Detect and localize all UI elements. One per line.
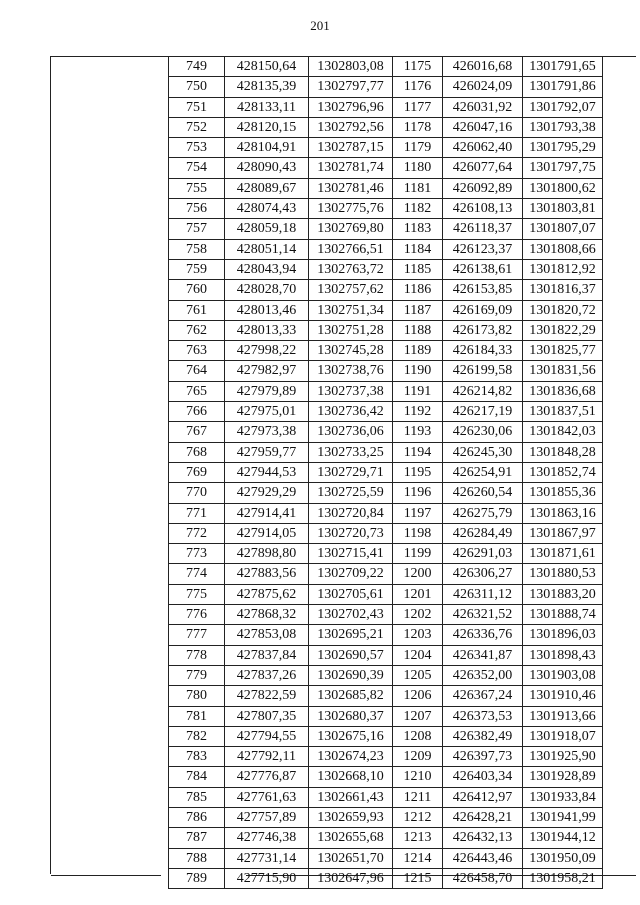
- cell-point-number: 776: [169, 605, 225, 625]
- table-row: [169, 77, 603, 97]
- cell-y-coordinate: 1301880,53: [523, 564, 603, 584]
- cell-x-coordinate: 426024,09: [443, 77, 523, 97]
- cell-y-coordinate: 1302674,23: [309, 747, 393, 767]
- cell-point-number: 777: [169, 625, 225, 645]
- cell-point-number: 750: [169, 77, 225, 97]
- cell-y-coordinate: 1302736,06: [309, 422, 393, 442]
- cell-point-number: 1204: [393, 645, 443, 665]
- cell-point-number: 764: [169, 361, 225, 381]
- cell-y-coordinate: 1301848,28: [523, 442, 603, 462]
- cell-y-coordinate: 1301822,29: [523, 320, 603, 340]
- table-row: [169, 523, 603, 543]
- cell-y-coordinate: 1302720,73: [309, 523, 393, 543]
- frame-bottom-left-line: [51, 875, 161, 876]
- cell-y-coordinate: 1301950,09: [523, 848, 603, 868]
- table-row: [169, 462, 603, 482]
- table-row: [169, 442, 603, 462]
- cell-point-number: 760: [169, 280, 225, 300]
- cell-point-number: 757: [169, 219, 225, 239]
- cell-y-coordinate: 1302787,15: [309, 138, 393, 158]
- cell-y-coordinate: 1301883,20: [523, 584, 603, 604]
- cell-y-coordinate: 1302803,08: [309, 57, 393, 77]
- cell-x-coordinate: 428133,11: [225, 97, 309, 117]
- cell-y-coordinate: 1302792,56: [309, 117, 393, 137]
- table-row: [169, 564, 603, 584]
- cell-x-coordinate: 427731,14: [225, 848, 309, 868]
- cell-x-coordinate: 426352,00: [443, 665, 523, 685]
- cell-point-number: 1194: [393, 442, 443, 462]
- table-row: [169, 848, 603, 868]
- cell-y-coordinate: 1302651,70: [309, 848, 393, 868]
- coordinates-table-body: [169, 57, 603, 889]
- cell-point-number: 765: [169, 381, 225, 401]
- cell-x-coordinate: 427914,05: [225, 523, 309, 543]
- cell-x-coordinate: 426291,03: [443, 544, 523, 564]
- cell-point-number: 1195: [393, 462, 443, 482]
- cell-y-coordinate: 1302685,82: [309, 686, 393, 706]
- cell-y-coordinate: 1302751,34: [309, 300, 393, 320]
- cell-y-coordinate: 1301852,74: [523, 462, 603, 482]
- cell-y-coordinate: 1302733,25: [309, 442, 393, 462]
- cell-point-number: 772: [169, 523, 225, 543]
- cell-point-number: 766: [169, 402, 225, 422]
- table-row: [169, 219, 603, 239]
- table-row: [169, 747, 603, 767]
- cell-y-coordinate: 1302763,72: [309, 259, 393, 279]
- cell-y-coordinate: 1302797,77: [309, 77, 393, 97]
- cell-x-coordinate: 426412,97: [443, 787, 523, 807]
- cell-y-coordinate: 1301888,74: [523, 605, 603, 625]
- cell-x-coordinate: 428013,46: [225, 300, 309, 320]
- cell-point-number: 785: [169, 787, 225, 807]
- cell-x-coordinate: 427792,11: [225, 747, 309, 767]
- cell-y-coordinate: 1302668,10: [309, 767, 393, 787]
- cell-point-number: 778: [169, 645, 225, 665]
- cell-y-coordinate: 1301793,38: [523, 117, 603, 137]
- cell-y-coordinate: 1301867,97: [523, 523, 603, 543]
- cell-x-coordinate: 426123,37: [443, 239, 523, 259]
- cell-y-coordinate: 1301855,36: [523, 483, 603, 503]
- cell-x-coordinate: 428150,64: [225, 57, 309, 77]
- cell-point-number: 771: [169, 503, 225, 523]
- cell-x-coordinate: 427959,77: [225, 442, 309, 462]
- cell-point-number: 1186: [393, 280, 443, 300]
- table-row: [169, 259, 603, 279]
- cell-y-coordinate: 1302720,84: [309, 503, 393, 523]
- cell-y-coordinate: 1302736,42: [309, 402, 393, 422]
- table-row: [169, 280, 603, 300]
- table-row: [169, 178, 603, 198]
- cell-point-number: 1185: [393, 259, 443, 279]
- cell-point-number: 1208: [393, 726, 443, 746]
- cell-x-coordinate: 426432,13: [443, 828, 523, 848]
- cell-point-number: 1196: [393, 483, 443, 503]
- cell-x-coordinate: 427715,90: [225, 868, 309, 888]
- cell-point-number: 773: [169, 544, 225, 564]
- cell-y-coordinate: 1302705,61: [309, 584, 393, 604]
- cell-y-coordinate: 1301803,81: [523, 199, 603, 219]
- cell-point-number: 1205: [393, 665, 443, 685]
- cell-point-number: 780: [169, 686, 225, 706]
- cell-point-number: 1178: [393, 117, 443, 137]
- table-row: [169, 868, 603, 888]
- cell-y-coordinate: 1301831,56: [523, 361, 603, 381]
- table-row: [169, 199, 603, 219]
- cell-y-coordinate: 1302781,46: [309, 178, 393, 198]
- cell-y-coordinate: 1302715,41: [309, 544, 393, 564]
- cell-x-coordinate: 426275,79: [443, 503, 523, 523]
- cell-point-number: 752: [169, 117, 225, 137]
- cell-y-coordinate: 1301910,46: [523, 686, 603, 706]
- cell-x-coordinate: 428059,18: [225, 219, 309, 239]
- cell-x-coordinate: 426458,70: [443, 868, 523, 888]
- cell-y-coordinate: 1301825,77: [523, 341, 603, 361]
- cell-y-coordinate: 1301795,29: [523, 138, 603, 158]
- cell-x-coordinate: 426169,09: [443, 300, 523, 320]
- cell-x-coordinate: 426321,52: [443, 605, 523, 625]
- table-row: [169, 625, 603, 645]
- cell-y-coordinate: 1302766,51: [309, 239, 393, 259]
- cell-x-coordinate: 426260,54: [443, 483, 523, 503]
- cell-x-coordinate: 427807,35: [225, 706, 309, 726]
- cell-point-number: 1199: [393, 544, 443, 564]
- table-row: [169, 726, 603, 746]
- cell-y-coordinate: 1301928,89: [523, 767, 603, 787]
- coordinates-table: [168, 56, 603, 889]
- cell-y-coordinate: 1302659,93: [309, 807, 393, 827]
- cell-x-coordinate: 427875,62: [225, 584, 309, 604]
- cell-point-number: 1176: [393, 77, 443, 97]
- cell-y-coordinate: 1302751,28: [309, 320, 393, 340]
- cell-x-coordinate: 427979,89: [225, 381, 309, 401]
- cell-y-coordinate: 1301791,65: [523, 57, 603, 77]
- page-number: 201: [310, 18, 330, 33]
- cell-x-coordinate: 426217,19: [443, 402, 523, 422]
- cell-y-coordinate: 1301958,21: [523, 868, 603, 888]
- table-row: [169, 117, 603, 137]
- cell-point-number: 755: [169, 178, 225, 198]
- cell-point-number: 1201: [393, 584, 443, 604]
- cell-point-number: 1182: [393, 199, 443, 219]
- cell-y-coordinate: 1302737,38: [309, 381, 393, 401]
- cell-point-number: 1193: [393, 422, 443, 442]
- cell-y-coordinate: 1301896,03: [523, 625, 603, 645]
- cell-y-coordinate: 1301808,66: [523, 239, 603, 259]
- cell-x-coordinate: 427975,01: [225, 402, 309, 422]
- table-row: [169, 402, 603, 422]
- cell-x-coordinate: 426047,16: [443, 117, 523, 137]
- cell-x-coordinate: 426138,61: [443, 259, 523, 279]
- cell-y-coordinate: 1302655,68: [309, 828, 393, 848]
- cell-point-number: 1212: [393, 807, 443, 827]
- cell-x-coordinate: 426341,87: [443, 645, 523, 665]
- table-row: [169, 645, 603, 665]
- cell-point-number: 779: [169, 665, 225, 685]
- cell-y-coordinate: 1301863,16: [523, 503, 603, 523]
- cell-x-coordinate: 426284,49: [443, 523, 523, 543]
- cell-y-coordinate: 1302690,57: [309, 645, 393, 665]
- cell-point-number: 788: [169, 848, 225, 868]
- cell-y-coordinate: 1302775,76: [309, 199, 393, 219]
- table-row: [169, 57, 603, 77]
- cell-x-coordinate: 426214,82: [443, 381, 523, 401]
- cell-point-number: 758: [169, 239, 225, 259]
- cell-x-coordinate: 426397,73: [443, 747, 523, 767]
- cell-x-coordinate: 426336,76: [443, 625, 523, 645]
- cell-point-number: 1190: [393, 361, 443, 381]
- cell-point-number: 1177: [393, 97, 443, 117]
- table-row: [169, 138, 603, 158]
- cell-point-number: 1206: [393, 686, 443, 706]
- cell-y-coordinate: 1302757,62: [309, 280, 393, 300]
- cell-point-number: 1189: [393, 341, 443, 361]
- cell-point-number: 1214: [393, 848, 443, 868]
- cell-x-coordinate: 428013,33: [225, 320, 309, 340]
- cell-x-coordinate: 427998,22: [225, 341, 309, 361]
- cell-point-number: 1175: [393, 57, 443, 77]
- cell-point-number: 767: [169, 422, 225, 442]
- cell-y-coordinate: 1301836,68: [523, 381, 603, 401]
- cell-x-coordinate: 426367,24: [443, 686, 523, 706]
- cell-y-coordinate: 1302695,21: [309, 625, 393, 645]
- cell-point-number: 783: [169, 747, 225, 767]
- cell-x-coordinate: 428090,43: [225, 158, 309, 178]
- cell-x-coordinate: 426443,46: [443, 848, 523, 868]
- cell-x-coordinate: 426118,37: [443, 219, 523, 239]
- cell-x-coordinate: 427776,87: [225, 767, 309, 787]
- cell-y-coordinate: 1301807,07: [523, 219, 603, 239]
- cell-x-coordinate: 428089,67: [225, 178, 309, 198]
- cell-y-coordinate: 1302781,74: [309, 158, 393, 178]
- cell-x-coordinate: 426184,33: [443, 341, 523, 361]
- cell-point-number: 753: [169, 138, 225, 158]
- cell-x-coordinate: 427746,38: [225, 828, 309, 848]
- cell-x-coordinate: 426173,82: [443, 320, 523, 340]
- table-row: [169, 239, 603, 259]
- cell-point-number: 1203: [393, 625, 443, 645]
- cell-x-coordinate: 427837,26: [225, 665, 309, 685]
- cell-y-coordinate: 1302647,96: [309, 868, 393, 888]
- cell-x-coordinate: 426062,40: [443, 138, 523, 158]
- cell-point-number: 1192: [393, 402, 443, 422]
- cell-y-coordinate: 1302725,59: [309, 483, 393, 503]
- cell-y-coordinate: 1302769,80: [309, 219, 393, 239]
- cell-point-number: 761: [169, 300, 225, 320]
- cell-point-number: 762: [169, 320, 225, 340]
- cell-point-number: 756: [169, 199, 225, 219]
- cell-y-coordinate: 1301812,92: [523, 259, 603, 279]
- cell-point-number: 769: [169, 462, 225, 482]
- cell-point-number: 749: [169, 57, 225, 77]
- cell-y-coordinate: 1301800,62: [523, 178, 603, 198]
- cell-x-coordinate: 427973,38: [225, 422, 309, 442]
- cell-point-number: 782: [169, 726, 225, 746]
- cell-x-coordinate: 428051,14: [225, 239, 309, 259]
- cell-x-coordinate: 426311,12: [443, 584, 523, 604]
- cell-y-coordinate: 1301898,43: [523, 645, 603, 665]
- cell-x-coordinate: 427757,89: [225, 807, 309, 827]
- cell-point-number: 1200: [393, 564, 443, 584]
- table-row: [169, 828, 603, 848]
- cell-y-coordinate: 1302680,37: [309, 706, 393, 726]
- cell-point-number: 1180: [393, 158, 443, 178]
- cell-x-coordinate: 428074,43: [225, 199, 309, 219]
- cell-point-number: 1179: [393, 138, 443, 158]
- cell-x-coordinate: 426199,58: [443, 361, 523, 381]
- cell-y-coordinate: 1301792,07: [523, 97, 603, 117]
- cell-x-coordinate: 428043,94: [225, 259, 309, 279]
- cell-y-coordinate: 1301820,72: [523, 300, 603, 320]
- table-row: [169, 300, 603, 320]
- cell-x-coordinate: 426403,34: [443, 767, 523, 787]
- cell-x-coordinate: 427822,59: [225, 686, 309, 706]
- cell-point-number: 751: [169, 97, 225, 117]
- cell-y-coordinate: 1301903,08: [523, 665, 603, 685]
- cell-x-coordinate: 427929,29: [225, 483, 309, 503]
- cell-point-number: 1184: [393, 239, 443, 259]
- cell-x-coordinate: 427898,80: [225, 544, 309, 564]
- cell-x-coordinate: 426016,68: [443, 57, 523, 77]
- table-row: [169, 544, 603, 564]
- cell-y-coordinate: 1302661,43: [309, 787, 393, 807]
- cell-y-coordinate: 1301797,75: [523, 158, 603, 178]
- table-row: [169, 341, 603, 361]
- cell-x-coordinate: 427944,53: [225, 462, 309, 482]
- table-row: [169, 807, 603, 827]
- cell-y-coordinate: 1301933,84: [523, 787, 603, 807]
- cell-x-coordinate: 426230,06: [443, 422, 523, 442]
- cell-y-coordinate: 1301944,12: [523, 828, 603, 848]
- cell-x-coordinate: 426254,91: [443, 462, 523, 482]
- cell-x-coordinate: 428120,15: [225, 117, 309, 137]
- cell-y-coordinate: 1302796,96: [309, 97, 393, 117]
- cell-y-coordinate: 1301913,66: [523, 706, 603, 726]
- cell-point-number: 768: [169, 442, 225, 462]
- cell-point-number: 1209: [393, 747, 443, 767]
- cell-x-coordinate: 427853,08: [225, 625, 309, 645]
- cell-y-coordinate: 1301918,07: [523, 726, 603, 746]
- cell-point-number: 1207: [393, 706, 443, 726]
- cell-x-coordinate: 426092,89: [443, 178, 523, 198]
- table-row: [169, 97, 603, 117]
- cell-y-coordinate: 1301837,51: [523, 402, 603, 422]
- cell-point-number: 784: [169, 767, 225, 787]
- cell-y-coordinate: 1301871,61: [523, 544, 603, 564]
- cell-point-number: 1187: [393, 300, 443, 320]
- cell-x-coordinate: 427914,41: [225, 503, 309, 523]
- cell-point-number: 1210: [393, 767, 443, 787]
- table-row: [169, 767, 603, 787]
- cell-point-number: 759: [169, 259, 225, 279]
- cell-point-number: 1188: [393, 320, 443, 340]
- cell-x-coordinate: 426153,85: [443, 280, 523, 300]
- cell-y-coordinate: 1302675,16: [309, 726, 393, 746]
- cell-x-coordinate: 427883,56: [225, 564, 309, 584]
- cell-x-coordinate: 426031,92: [443, 97, 523, 117]
- cell-y-coordinate: 1301816,37: [523, 280, 603, 300]
- table-row: [169, 787, 603, 807]
- cell-point-number: 1183: [393, 219, 443, 239]
- cell-point-number: 763: [169, 341, 225, 361]
- table-row: [169, 503, 603, 523]
- cell-point-number: 789: [169, 868, 225, 888]
- cell-x-coordinate: 427837,84: [225, 645, 309, 665]
- cell-x-coordinate: 426077,64: [443, 158, 523, 178]
- cell-point-number: 1181: [393, 178, 443, 198]
- cell-y-coordinate: 1302738,76: [309, 361, 393, 381]
- cell-y-coordinate: 1302702,43: [309, 605, 393, 625]
- cell-point-number: 786: [169, 807, 225, 827]
- cell-point-number: 787: [169, 828, 225, 848]
- cell-point-number: 781: [169, 706, 225, 726]
- table-row: [169, 665, 603, 685]
- cell-x-coordinate: 426382,49: [443, 726, 523, 746]
- table-row: [169, 605, 603, 625]
- cell-x-coordinate: 428135,39: [225, 77, 309, 97]
- cell-x-coordinate: 428104,91: [225, 138, 309, 158]
- cell-point-number: 1215: [393, 868, 443, 888]
- cell-x-coordinate: 427982,97: [225, 361, 309, 381]
- cell-point-number: 1191: [393, 381, 443, 401]
- cell-point-number: 775: [169, 584, 225, 604]
- cell-x-coordinate: 428028,70: [225, 280, 309, 300]
- cell-x-coordinate: 427761,63: [225, 787, 309, 807]
- cell-x-coordinate: 426306,27: [443, 564, 523, 584]
- cell-point-number: 1197: [393, 503, 443, 523]
- table-row: [169, 381, 603, 401]
- cell-x-coordinate: 427868,32: [225, 605, 309, 625]
- cell-point-number: 1202: [393, 605, 443, 625]
- table-row: [169, 483, 603, 503]
- table-row: [169, 584, 603, 604]
- cell-y-coordinate: 1301941,99: [523, 807, 603, 827]
- cell-y-coordinate: 1302690,39: [309, 665, 393, 685]
- table-row: [169, 158, 603, 178]
- cell-y-coordinate: 1302709,22: [309, 564, 393, 584]
- cell-y-coordinate: 1301791,86: [523, 77, 603, 97]
- cell-point-number: 1198: [393, 523, 443, 543]
- cell-x-coordinate: 426373,53: [443, 706, 523, 726]
- cell-x-coordinate: 426245,30: [443, 442, 523, 462]
- cell-point-number: 1211: [393, 787, 443, 807]
- cell-point-number: 1213: [393, 828, 443, 848]
- cell-point-number: 774: [169, 564, 225, 584]
- cell-x-coordinate: 426108,13: [443, 199, 523, 219]
- cell-y-coordinate: 1301842,03: [523, 422, 603, 442]
- cell-x-coordinate: 426428,21: [443, 807, 523, 827]
- cell-y-coordinate: 1302745,28: [309, 341, 393, 361]
- table-row: [169, 422, 603, 442]
- cell-point-number: 770: [169, 483, 225, 503]
- table-row: [169, 706, 603, 726]
- cell-point-number: 754: [169, 158, 225, 178]
- cell-y-coordinate: 1302729,71: [309, 462, 393, 482]
- table-row: [169, 361, 603, 381]
- table-row: [169, 320, 603, 340]
- cell-y-coordinate: 1301925,90: [523, 747, 603, 767]
- table-row: [169, 686, 603, 706]
- cell-x-coordinate: 427794,55: [225, 726, 309, 746]
